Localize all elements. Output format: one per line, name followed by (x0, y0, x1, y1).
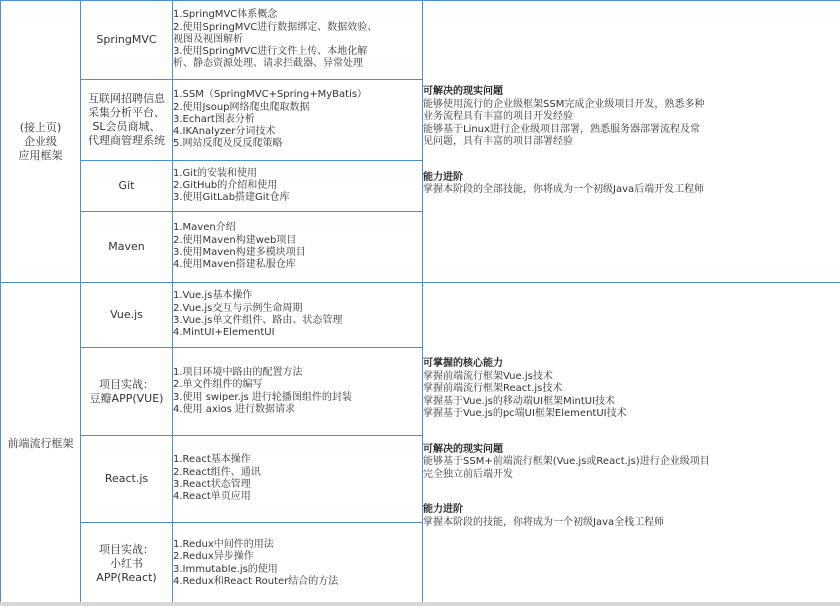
topic-cell (81, 283, 173, 348)
section-line: 掌握前端流行框架Vue.js技术 (423, 370, 553, 382)
topic-name: Git (118, 179, 135, 192)
items-cell (173, 1, 423, 80)
items-cell (173, 283, 423, 348)
topic-name: Vue.js (110, 308, 143, 321)
outcome-section (423, 86, 840, 149)
list-item: 1.SSM（SpringMVC+Spring+MyBatis） (173, 89, 368, 101)
list-item: 4.MintUI+ElementUI (173, 327, 275, 339)
list-item: 2.Redux异步操作 (173, 551, 254, 563)
items-cell (173, 212, 423, 283)
items-cell (173, 348, 423, 436)
list-item: 3.Echart图表分析 (173, 113, 255, 125)
outcome-section (423, 358, 840, 421)
topic-name: SpringMVC (96, 33, 157, 46)
list-item: 1.SpringMVC体系概念 (173, 9, 278, 21)
list-item: 4.使用Maven搭建私服仓库 (173, 259, 296, 271)
topic-cell (81, 212, 173, 283)
section-title: 可解决的现实问题 (423, 443, 503, 455)
section-title: 可掌握的核心能力 (423, 358, 503, 369)
section-line: 掌握本阶段的技能，你将成为一个初级Java全栈工程师 (423, 516, 665, 528)
list-item: 1.React基本操作 (173, 454, 251, 466)
list-item: 2.使用Jsoup网络爬虫爬取数据 (173, 101, 310, 113)
topic-name: React.js (104, 472, 149, 485)
list-item: 4.React单页应用 (173, 491, 251, 503)
list-item: 3.使用GitLab搭建Git仓库 (173, 192, 290, 204)
outcome-cell (423, 1, 840, 283)
section-line: 掌握基于Vue.js的移动端UI框架MintUI技术 (423, 395, 616, 407)
stage-name: (接上页) 企业级 应用框架 (18, 120, 63, 162)
section-line: 能够基于Linux进行企业级项目部署，熟悉服务器部署流程及常 见问题，具有丰富的项目部署经验 (423, 123, 700, 148)
outcome-section (423, 444, 840, 482)
list-item: 1.Redux中间件的用法 (173, 538, 274, 550)
topic-name: Maven (108, 240, 145, 253)
outcome-section (423, 172, 840, 197)
topic-cell (81, 1, 173, 80)
list-item: 析、静态资源处理、请求拦截器、异常处理 (173, 58, 363, 70)
list-item: 2.React组件、通讯 (173, 466, 261, 478)
items-cell (173, 436, 423, 523)
outcome-section (423, 504, 840, 529)
list-item: 2.单文件组件的编写 (173, 379, 263, 391)
list-item: 2.使用Maven构建web项目 (173, 234, 297, 246)
items-cell (173, 80, 423, 161)
topic-cell (81, 80, 173, 161)
section-line: 能够基于SSM+前端流行框架(Vue.js或React.js)进行企业级项目 完全独立前后端开发 (423, 456, 710, 480)
list-item: 4.Redux和React Router结合的方法 (173, 575, 339, 587)
list-item: 1.项目环境中路由的配置方法 (173, 366, 303, 378)
section-line: 掌握前端流行框架React.js技术 (423, 383, 563, 394)
table-row (1, 283, 840, 348)
outcome-cell (423, 283, 840, 605)
topic-cell (81, 436, 173, 523)
topic-name: 项目实战： 小红书APP(React) (96, 542, 157, 584)
items-cell (173, 161, 423, 212)
table-row (1, 1, 840, 80)
section-line: 掌握本阶段的全部技能，你将成为一个初级Java后端开发工程师 (423, 184, 705, 196)
list-item: 3.React状态管理 (173, 479, 251, 490)
list-item: 2.使用SpringMVC进行数据绑定、数据效验、 (173, 21, 378, 33)
section-title: 可解决的现实问题 (423, 86, 503, 98)
section-line: 能够使用流行的企业级框架SSM完成企业级项目开发，熟悉多种 业务流程具有丰富的项目开发经验 (423, 98, 705, 123)
list-item: 视图及视图解析 (173, 33, 243, 45)
stage-cell (1, 1, 81, 283)
list-item: 2.Vue.js交互与示例生命周期 (173, 302, 303, 314)
list-item: 3.使用SpringMVC进行文件上传、本地化解 (173, 46, 368, 58)
list-item: 3.Immutable.js的使用 (173, 563, 278, 575)
topic-name: 项目实战： 豆瓣APP(VUE) (89, 377, 164, 405)
stage-name: 前端流行框架 (7, 436, 74, 450)
list-item: 4.IKAnalyzer分词技术 (173, 126, 276, 138)
list-item: 5.网站反爬及反反爬策略 (173, 138, 283, 150)
topic-cell (81, 161, 173, 212)
list-item: 1.Git的安装和使用 (173, 167, 257, 179)
section-title: 能力进阶 (423, 171, 463, 183)
page-bottom-edge (0, 602, 840, 606)
stage-cell (1, 283, 81, 605)
section-line: 掌握基于Vue.js的pc端UI框架ElementUI技术 (423, 408, 627, 419)
list-item: 1.Vue.js基本操作 (173, 290, 253, 302)
list-item: 3.使用Maven构建多模块项目 (173, 247, 306, 258)
list-item: 3.Vue.js单文件组件、路由、状态管理 (173, 315, 343, 326)
topic-name: 互联网招聘信息 采集分析平台、 SL会员商城、 代理商管理系统 (88, 92, 165, 147)
items-cell (173, 523, 423, 605)
list-item: 1.Maven介绍 (173, 222, 236, 234)
section-title: 能力进阶 (423, 504, 463, 515)
list-item: 3.使用 swiper.js 进行轮播图组件的封装 (173, 391, 352, 403)
list-item: 4.使用 axios 进行数据请求 (173, 403, 296, 415)
topic-cell (81, 523, 173, 605)
topic-cell (81, 348, 173, 436)
list-item: 2.GitHub的介绍和使用 (173, 179, 278, 191)
